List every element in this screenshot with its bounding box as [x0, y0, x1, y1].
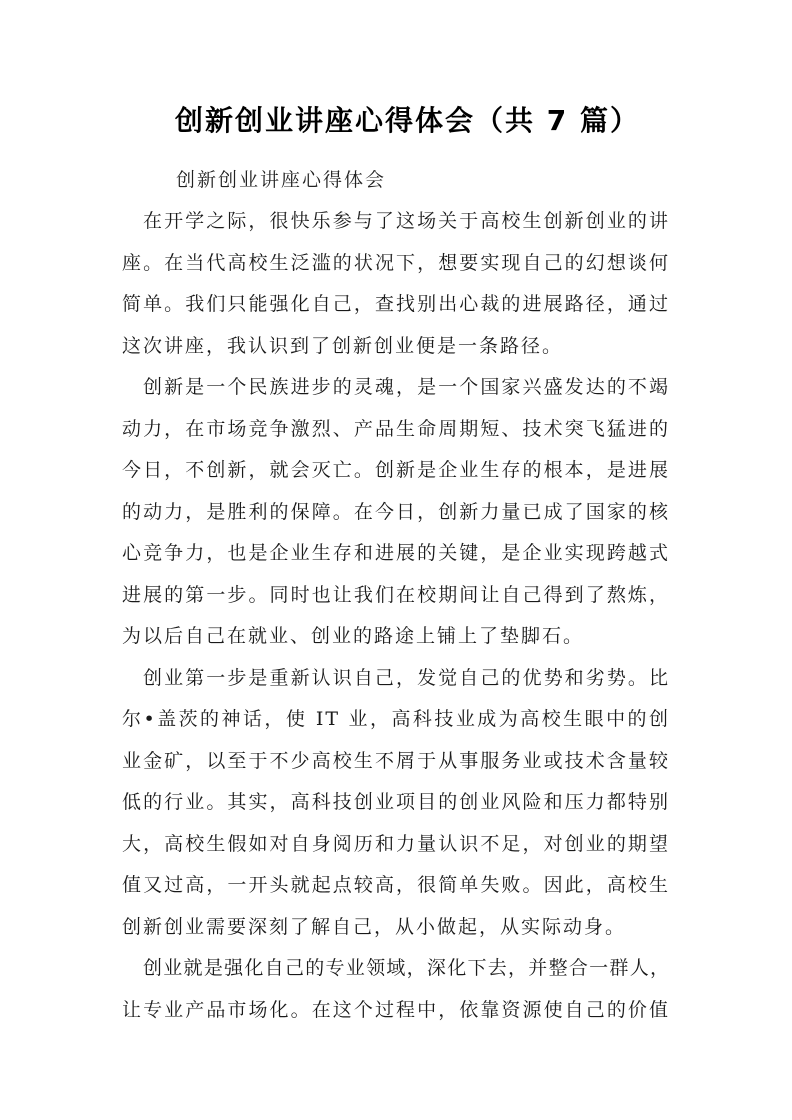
- paragraph-line: 进展的第一步。同时也让我们在校期间让自己得到了熬炼，: [122, 583, 670, 606]
- paragraph-line: 值又过高，一开头就起点较高，很简单失败。因此，高校生: [122, 874, 670, 896]
- paragraph: [122, 948, 670, 1031]
- paragraph-line: 创业第一步是重新认识自己，发觉自己的优势和劣势。比: [143, 666, 670, 689]
- paragraph-line: 低的行业。其实，高科技创业项目的创业风险和压力都特别: [122, 791, 670, 813]
- paragraph-line: 让专业产品市场化。在这个过程中，依靠资源使自己的价值: [122, 998, 670, 1021]
- paragraph-line: 大，高校生假如对自身阅历和力量认识不足，对创业的期望: [122, 832, 670, 855]
- paragraph-line: 这次讲座，我认识到了创新创业便是一条路径。: [122, 334, 564, 357]
- paragraph-line: 尔•盖茨的神话，使 IT 业，高科技业成为高校生眼中的创: [122, 708, 670, 730]
- paragraph-line: 动力，在市场竞争激烈、产品生命周期短、技术突飞猛进的: [122, 417, 670, 440]
- paragraph-line: 业金矿，以至于不少高校生不屑于从事服务业或技术含量较: [122, 749, 670, 772]
- document-body: [122, 201, 670, 1031]
- paragraph: [122, 201, 670, 367]
- paragraph-line: 为以后自己在就业、创业的路途上铺上了垫脚石。: [122, 625, 585, 647]
- paragraph-line: 创新是一个民族进步的灵魂，是一个国家兴盛发达的不竭: [143, 376, 670, 398]
- paragraph-line: 座。在当代高校生泛滥的状况下，想要实现自己的幻想谈何: [122, 251, 670, 274]
- paragraph-line: 心竞争力，也是企业生存和进展的关键，是企业实现跨越式: [122, 542, 670, 564]
- paragraph-line: 创新创业需要深刻了解自己，从小做起，从实际动身。: [122, 915, 627, 938]
- document-subtitle: 创新创业讲座心得体会: [176, 169, 387, 191]
- paragraph-line: 简单。我们只能强化自己，查找别出心裁的进展路径，通过: [122, 293, 670, 315]
- paragraph-line: 的动力，是胜利的保障。在今日，创新力量已成了国家的核: [122, 500, 670, 523]
- paragraph: [122, 367, 670, 658]
- paragraph: [122, 658, 670, 949]
- paragraph-line: 创业就是强化自己的专业领域，深化下去，并整合一群人，: [143, 957, 670, 979]
- document-title: 创新创业讲座心得体会（共 7 篇）: [175, 104, 640, 137]
- paragraph-line: 今日，不创新，就会灭亡。创新是企业生存的根本，是进展: [122, 459, 670, 481]
- paragraph-line: 在开学之际，很快乐参与了这场关于高校生创新创业的讲: [143, 210, 670, 232]
